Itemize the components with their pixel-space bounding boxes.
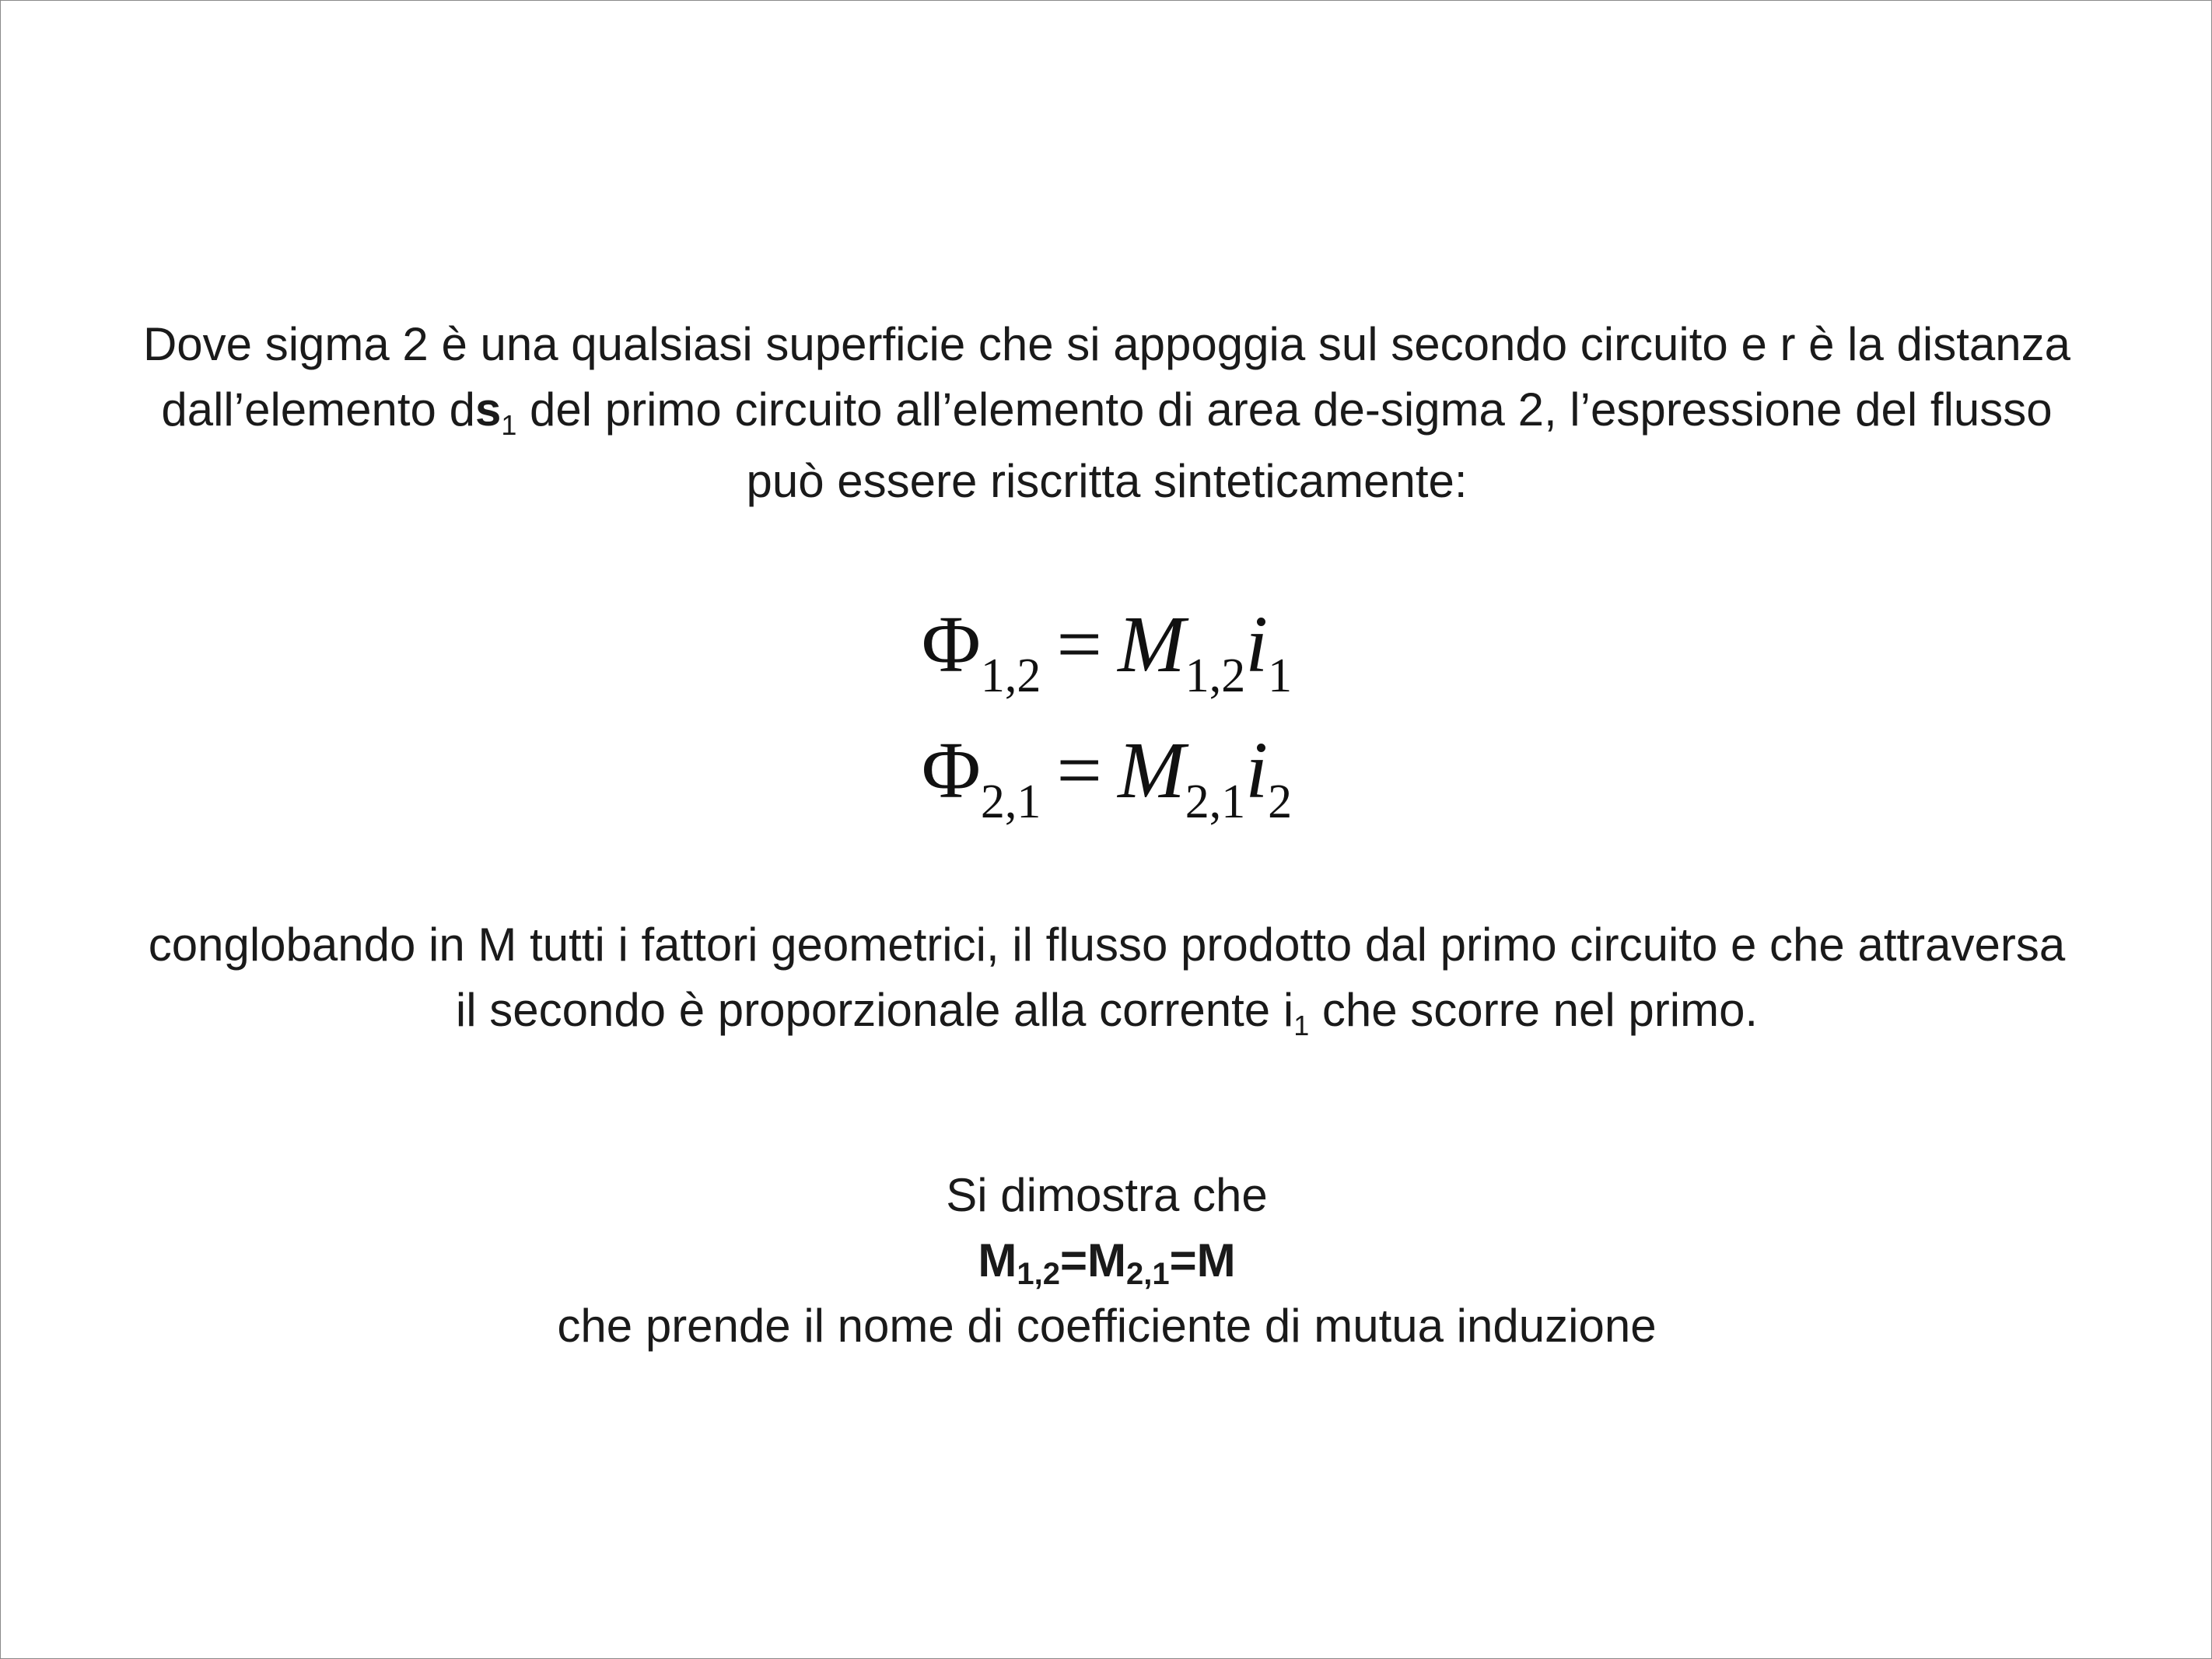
m-symbol: M (1118, 600, 1185, 689)
i-subscript: 1 (1268, 649, 1293, 702)
intro-line-1: Dove sigma 2 è una qualsiasi superficie che si appoggia sul secondo circuito e r è la distanza (142, 318, 2071, 370)
equals-sign: = (1056, 600, 1103, 689)
current-subscript: 1 (1293, 1010, 1310, 1041)
i-symbol: i (1245, 600, 1269, 689)
phi-symbol: Φ (921, 726, 981, 815)
conclusion-line-1: Si dimostra che (946, 1169, 1268, 1221)
m-subscript: 2,1 (1185, 775, 1246, 828)
i-subscript: 2 (1268, 775, 1293, 828)
explanation-line-2-post: che scorre nel primo. (1309, 984, 1759, 1036)
equals-sign: = (1056, 726, 1103, 815)
i-symbol: i (1245, 726, 1269, 815)
intro-line-3: può essere riscritta sinteticamente: (746, 455, 1468, 507)
flux-equation-1 (1, 598, 2212, 702)
explanation-line-2-pre: il secondo è proporzionale alla corrente i (455, 984, 1294, 1036)
explanation-paragraph (1, 912, 2212, 1049)
m-subscript: 1,2 (1185, 649, 1246, 702)
explanation-line-1: conglobando in M tutti i fattori geometrici, il flusso prodotto dal primo circuito e che attraversa (148, 919, 2066, 971)
eq-sub2: 2,1 (1125, 1257, 1170, 1291)
conclusion-paragraph (1, 1163, 2212, 1359)
eq-mid: =M (1059, 1234, 1126, 1286)
phi-subscript: 1,2 (980, 649, 1041, 702)
conclusion-line-3: che prende il nome di coefficiente di mutua induzione (557, 1300, 1657, 1352)
eq-sub1: 1,2 (1017, 1257, 1060, 1291)
explanation-line-2 (455, 984, 1759, 1041)
intro-line-2 (161, 383, 2053, 441)
ds-bold-symbol: s (474, 383, 502, 436)
intro-line-2-pre: dall’elemento d (161, 383, 475, 436)
intro-line-2-post: del primo circuito all’elemento di area de-sigma 2, l’espressione del flusso (516, 383, 2053, 436)
phi-symbol: Φ (921, 600, 981, 689)
eq-end: =M (1169, 1234, 1236, 1286)
eq-m1: M (978, 1234, 1017, 1286)
m-symbol: M (1118, 726, 1185, 815)
intro-paragraph (1, 312, 2212, 514)
flux-equation-2 (1, 724, 2212, 828)
ds-subscript: 1 (501, 409, 517, 441)
mutual-induction-equation (978, 1234, 1236, 1291)
phi-subscript: 2,1 (980, 775, 1041, 828)
